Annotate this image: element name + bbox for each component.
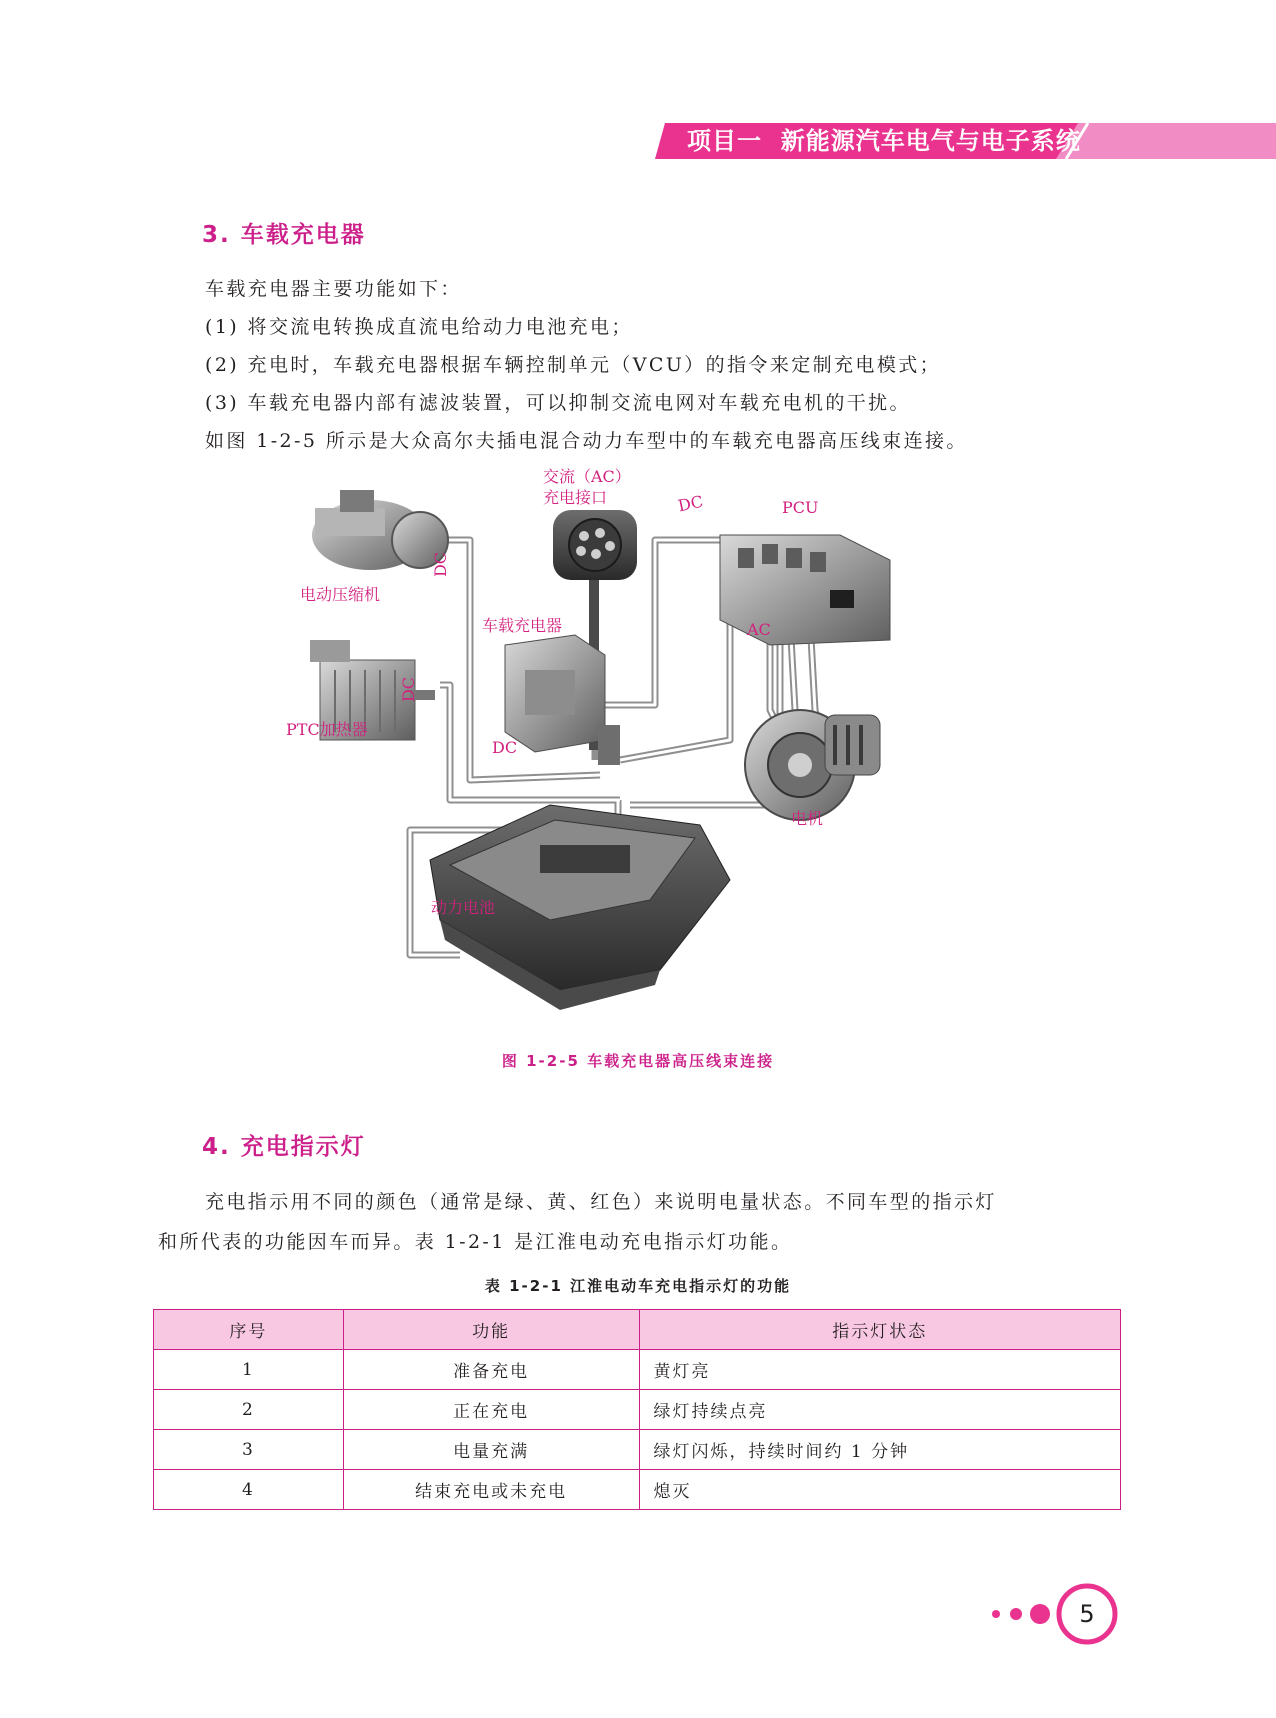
table-header-row xyxy=(154,1310,1121,1350)
cell-indicator-state: 熄灭 xyxy=(639,1470,1121,1510)
paragraph-line: 车载充电器主要功能如下： xyxy=(205,278,462,300)
paragraph-line: 充电指示用不同的颜色（通常是绿、黄、红色）来说明电量状态。不同车型的指示灯 xyxy=(205,1191,997,1213)
cell-index: 2 xyxy=(154,1390,344,1430)
cell-index: 4 xyxy=(154,1470,344,1510)
column-header-function: 功能 xyxy=(343,1310,639,1350)
label-motor: 电机 xyxy=(791,809,824,828)
list-item-2: (2) 充电时，车载充电器根据车辆控制单元（VCU）的指令来定制充电模式； xyxy=(205,354,942,376)
label-dc-pcu: DC xyxy=(676,491,705,516)
section-heading-onboard-charger: 3. 车载充电器 xyxy=(202,222,366,248)
column-header-indicator-state: 指示灯状态 xyxy=(639,1310,1121,1350)
cell-function: 结束充电或未充电 xyxy=(343,1470,639,1510)
wiring-diagram-figure xyxy=(286,467,990,1035)
table-row xyxy=(154,1430,1121,1470)
page-number: 5 xyxy=(1079,1600,1095,1628)
cell-index: 3 xyxy=(154,1430,344,1470)
list-item-1: (1) 将交流电转换成直流电给动力电池充电； xyxy=(205,316,633,338)
label-ac-port-line2: 充电接口 xyxy=(543,488,608,507)
table-row xyxy=(154,1350,1121,1390)
label-ac-motor: AC xyxy=(747,620,771,639)
paragraph-line: 和所代表的功能因车而异。表 1-2-1 是江淮电动充电指示灯功能。 xyxy=(158,1231,793,1253)
paragraph-line: 如图 1-2-5 所示是大众高尔夫插电混合动力车型中的车载充电器高压线束连接。 xyxy=(205,430,968,452)
pcu-image xyxy=(720,535,890,645)
table-row xyxy=(154,1390,1121,1430)
chapter-title: 项目一 新能源汽车电气与电子系统 xyxy=(687,127,1081,155)
label-dc-compressor: DC xyxy=(431,551,451,578)
label-ac-port-line1: 交流（AC） xyxy=(543,467,631,486)
cell-function: 正在充电 xyxy=(343,1390,639,1430)
label-dc-battery: DC xyxy=(492,738,518,757)
cell-indicator-state: 绿灯闪烁，持续时间约 1 分钟 xyxy=(639,1430,1121,1470)
label-electric-compressor: 电动压缩机 xyxy=(300,585,381,604)
figure-caption: 图 1-2-5 车载充电器高压线束连接 xyxy=(501,1052,775,1070)
table-row xyxy=(154,1470,1121,1510)
electric-motor-image xyxy=(745,710,880,820)
cell-function: 准备充电 xyxy=(343,1350,639,1390)
label-ptc-heater: PTC加热器 xyxy=(286,720,368,739)
cell-indicator-state: 黄灯亮 xyxy=(639,1350,1121,1390)
label-pcu: PCU xyxy=(782,498,819,517)
label-traction-battery: 动力电池 xyxy=(431,898,496,917)
cell-function: 电量充满 xyxy=(343,1430,639,1470)
column-header-index: 序号 xyxy=(154,1310,344,1350)
section-heading-charging-indicator: 4. 充电指示灯 xyxy=(202,1134,366,1160)
table-caption: 表 1-2-1 江淮电动车充电指示灯的功能 xyxy=(484,1277,792,1295)
list-item-3: (3) 车载充电器内部有滤波装置，可以抑制交流电网对车载充电机的干扰。 xyxy=(205,392,911,414)
onboard-charger-image xyxy=(505,635,620,765)
wiring-diagram-drawing xyxy=(300,470,990,1035)
label-dc-ptc: DC xyxy=(399,676,419,703)
cell-indicator-state: 绿灯持续点亮 xyxy=(639,1390,1121,1430)
cell-index: 1 xyxy=(154,1350,344,1390)
indicator-function-table xyxy=(153,1309,1121,1510)
label-onboard-charger: 车载充电器 xyxy=(482,616,563,635)
electric-compressor-image xyxy=(312,490,448,570)
